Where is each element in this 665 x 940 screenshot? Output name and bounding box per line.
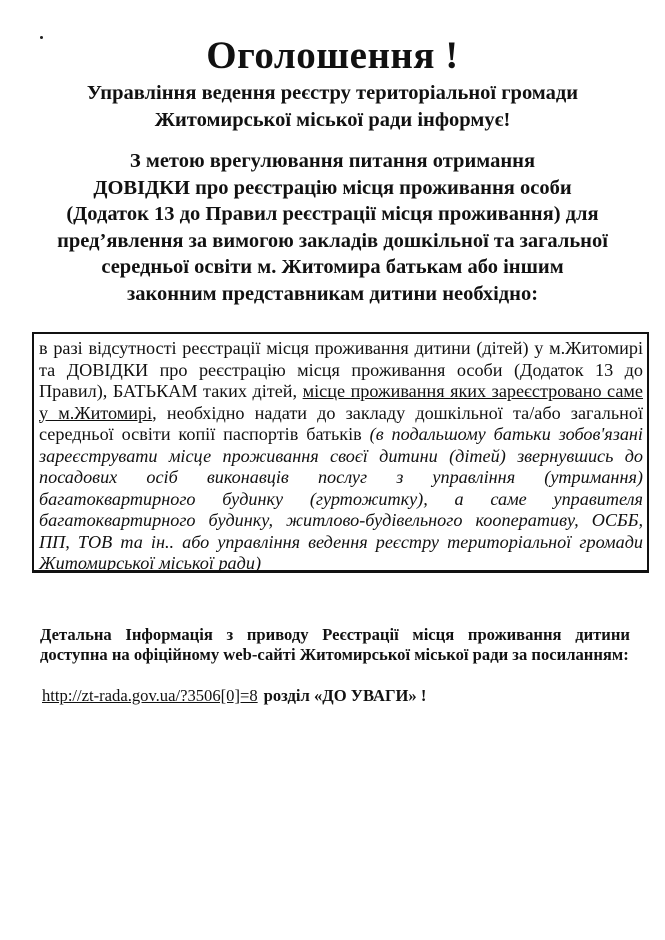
notice-underlined-text: місце проживання яких зареєстровано саме у м.Житомирі: [39, 381, 644, 423]
notice-text: в разі відсутності реєстрації місця проживання дитини (дітей) у м.Житомирі та ДОВІДКИ про реєстрацію місця проживання особи (Додаток 13 до Правил), БАТЬКАМ таких дітей,: [39, 338, 643, 401]
notice-box: [32, 332, 649, 573]
link-line: [42, 686, 426, 706]
intro-line: (Додаток 13 до Правил реєстрації місця проживання) для: [66, 203, 599, 226]
page-subtitle: [0, 80, 665, 134]
section-reference: розділ «ДО УВАГИ» !: [263, 686, 427, 705]
details-paragraph: Детальна Інформація з приводу Реєстрації місця проживання дитини доступна на офіційному web-сайті Житомирської міської ради за посиланням:: [40, 625, 630, 664]
subtitle-line: Управління ведення реєстру територіальної громади: [86, 82, 579, 104]
intro-line: З метою врегулювання питання отримання: [129, 150, 536, 172]
intro-line: законним представникам дитини необхідно:: [126, 282, 539, 305]
website-link[interactable]: http://zt-rada.gov.ua/?3506[0]=8: [42, 686, 258, 705]
intro-paragraph: [0, 148, 665, 308]
intro-line: середньої освіти м. Житомира батькам або іншим: [101, 256, 564, 279]
subtitle-line: Житомирської міської ради інформує!: [154, 109, 511, 131]
notice-text: , необхідно надати до закладу дошкільної та/або загальної середньої освіти копії паспортів батьків: [39, 402, 643, 444]
page-title: Оголошення !: [206, 34, 459, 77]
notice-italic-note: (в подальшому батьки зобов'язані зареєструвати місце проживання своєї дитини (дітей) звернувшись до посадових осіб виконавців послуг з управління (утримання) багатоквартирного будинку (гуртожитку), а саме управителя багатоквартирного будинку, житлово-будівельного кооперативу, ОСББ, ПП, ТОВ та ін.. або управління ведення реєстру територіальної громади Житомирської міської ради): [39, 424, 643, 573]
intro-line: ДОВІДКИ про реєстрацію місця проживання особи: [93, 176, 572, 199]
intro-line: пред’явлення за вимогою закладів дошкільної та загальної: [57, 229, 608, 252]
